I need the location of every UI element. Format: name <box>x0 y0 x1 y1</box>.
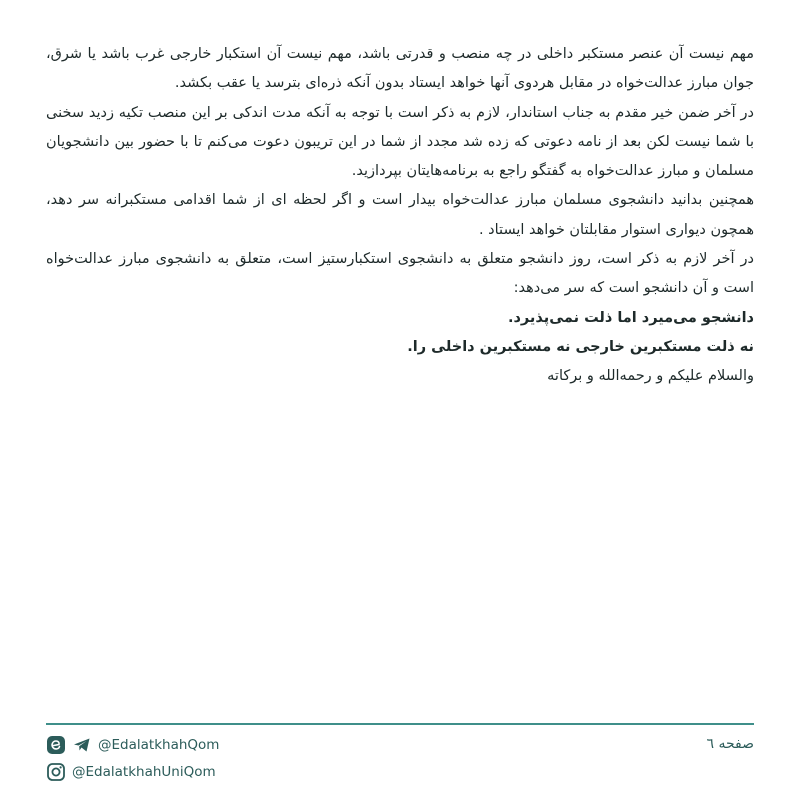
instagram-icon[interactable] <box>46 762 66 782</box>
article-body <box>46 40 754 392</box>
instagram-handle[interactable]: @EdalatkhahUniQom <box>72 764 216 780</box>
page-number: صفحه ٦ <box>706 736 754 752</box>
paragraph-3: همچنین بدانید دانشجوی مسلمان مبارز عدالت‌خواه بیدار است و اگر لحظه ای از شما اقدامی مستکبرانه سر دهد، همچون دیواری استوار مقابلتان خواهد ایستاد . <box>46 192 754 238</box>
closing-salutation: والسلام علیکم و رحمه‌الله و برکاته <box>547 368 754 385</box>
instagram-link[interactable] <box>46 762 216 782</box>
slogan-1: دانشجو می‌میرد اما ذلت نمی‌پذیرد. <box>507 309 754 326</box>
telegram-link[interactable] <box>46 735 219 755</box>
paragraph-2: در آخر ضمن خیر مقدم به جناب استاندار، لازم به ذکر است با توجه به آنکه مدت اندکی بر این منصب تکیه زدید سخنی با شما نیست لکن بعد از نامه دعوتی که زده شد مجدد از شما در این تریبون دعوت می‌کنم تا با حضور بین دانشجویان مسلمان و مبارز عدالت‌خواه به گفتگو راجع به برنامه‌هایتان بپردازید. <box>46 104 754 180</box>
paragraph-1: مهم نیست آن عنصر مستکبر داخلی در چه منصب و قدرتی باشد، مهم نیست آن استکبار خارجی غرب باشد یا شرق، جوان مبارز عدالت‌خواه در مقابل هردوی آنها خواهد ایستاد بدون آنکه ذره‌ای بترسد یا عقب بکشد. <box>46 46 754 92</box>
telegram-icon[interactable] <box>72 735 92 755</box>
eitaa-icon[interactable] <box>46 735 66 755</box>
paragraph-4: در آخر لازم به ذکر است، روز دانشجو متعلق به دانشجوی استکبارستیز است، متعلق به دانشجوی مبارز عدالت‌خواه است و آن دانشجو است که سر می‌دهد: <box>46 251 754 297</box>
telegram-handle[interactable]: @EdalatkhahQom <box>98 737 220 753</box>
slogan-2: نه ذلت مستکبرین خارجی نه مستکبرین داخلی را. <box>407 338 754 355</box>
footer-divider <box>46 723 754 725</box>
